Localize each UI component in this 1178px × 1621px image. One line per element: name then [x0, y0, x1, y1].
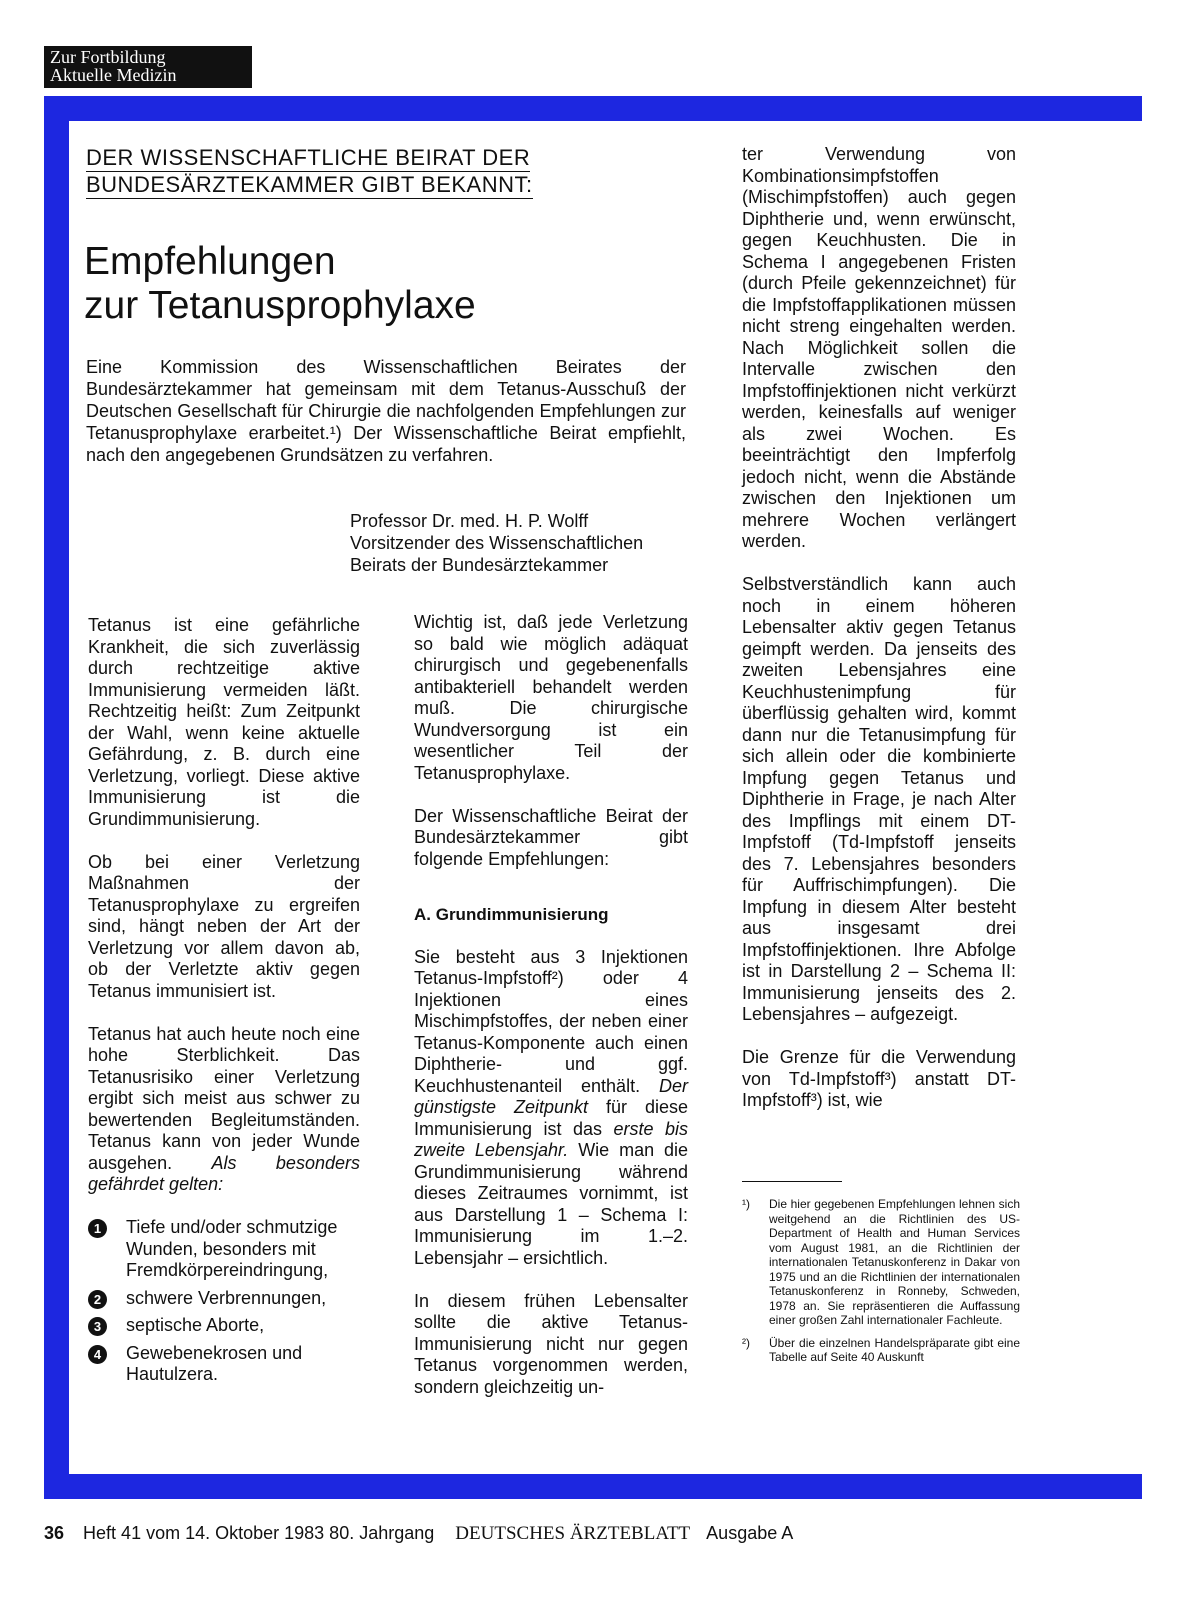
- article-title: [84, 240, 684, 328]
- number-badge: 3: [88, 1317, 107, 1336]
- signature-name: Professor Dr. med. H. P. Wolff: [350, 511, 589, 531]
- col2-p3-c: für diese Immunisierung ist das: [414, 1097, 688, 1139]
- number-badge: 1: [88, 1219, 107, 1238]
- col1-paragraph-3-italic: Als besonders gefährdet gelten:: [88, 1152, 360, 1194]
- title-line2: zur Tetanusprophylaxe: [84, 284, 476, 327]
- footnote-text: Über die einzelnen Handelspräparate gibt eine Tabelle auf Seite 40 Auskunft: [769, 1335, 1020, 1364]
- col1-paragraph-3-text: Tetanus hat auch heute noch eine hohe Sterblichkeit. Das Tetanusrisiko einer Verletzung ergibt sich meist aus schwer zu bewertenden Begleitumständen. Tetanus kann von jeder Wunde ausgehen.: [88, 1023, 360, 1173]
- col3-paragraph-3: Die Grenze für die Verwendung von Td-Impfstoff³) anstatt DT-Impfstoff³) ist, wie: [742, 1047, 1016, 1110]
- col2-p3-e: Wie man die Grundimmunisierung während dieses Zeitraumes vornimmt, ist aus Darstellung 1 – Schema I: Immunisierung im 1.–2. Lebensjahr – ersichtlich.: [414, 1140, 688, 1268]
- column-3: [742, 144, 1016, 1133]
- col2-paragraph-4: In diesem frühen Lebensalter sollte die aktive Tetanus-Immunisierung nicht nur gegen Tetanus vorgenommen werden, sondern gleichzeitig un-: [414, 1290, 688, 1397]
- list-item-text: Gewebenekrosen und Hautulzera.: [126, 1342, 303, 1384]
- list-item: [88, 1315, 360, 1337]
- section-label-line1: Zur Fortbildung: [50, 47, 166, 67]
- col3-paragraph-1: ter Verwendung von Kombinationsimpfstoffen (Mischimpfstoffen) auch gegen Diphtherie und, wenn erwünscht, gegen Keuchhusten. Die in Schema I angegebenen Fristen (durch Pfeile gekennzeichnet) für die Impfstoffapplikationen müssen nicht streng eingehalten werden. Nach Möglichkeit sollen die Intervalle zwischen den Impfstoffinjektionen nicht verkürzt werden, keinesfalls auf weniger als zwei Wochen. Es beeinträchtigt den Impferfolg jedoch nicht, wenn die Abstände zwischen den Injektionen um mehrere Wochen verlängert werden.: [742, 144, 1016, 551]
- list-item-text: Tiefe und/oder schmutzige Wunden, besonders mit Fremdkörpereindringung,: [126, 1217, 338, 1280]
- footnote-marker: ²): [742, 1335, 750, 1350]
- column-1: [88, 615, 360, 1392]
- footnotes: [742, 1197, 1020, 1373]
- footnote-marker: ¹): [742, 1197, 750, 1211]
- list-item: [88, 1343, 360, 1386]
- signature-role-line1: Vorsitzender des Wissenschaftlichen: [350, 533, 644, 553]
- col1-paragraph-3: [88, 1024, 360, 1196]
- col3-paragraph-2: Selbstverständlich kann auch noch in einem höheren Lebensalter aktiv gegen Tetanus geimpft werden. Da jenseits des zweiten Lebensjahres eine Keuchhustenimpfung für überflüssig gehalten wird, kommt dann nur die Tetanusimpfung für sich allein oder die kombinierte Impfung gegen Tetanus und Diphtherie in Frage, je nach Alter des Impflings mit einem DT-Impfstoff (Td-Impfstoff jenseits des 7. Lebensjahres besonders für Auffrischimpfungen). Die Impfung in diesem Alter besteht aus insgesamt drei Impfstoffinjektionen. Ihre Abfolge ist in Darstellung 2 – Schema II: Immunisierung jenseits des 2. Lebensjahres – aufgezeigt.: [742, 574, 1016, 1024]
- number-badge: 2: [88, 1290, 107, 1309]
- list-item: [88, 1288, 360, 1310]
- col2-p3-d: erste bis zweite Lebensjahr.: [414, 1118, 688, 1160]
- footnote-divider: [742, 1181, 842, 1182]
- col1-paragraph-1: Tetanus ist eine gefährliche Krankheit, die sich zuverlässig durch rechtzeitige aktive Immunisierung vermeiden läßt. Rechtzeitig heißt: Zum Zeitpunkt der Wahl, wenn keine aktuelle Gefährdung, z. B. durch eine Verletzung, vorliegt. Diese aktive Immunisierung ist die Grundimmunisierung.: [88, 615, 360, 829]
- list-item-text: septische Aborte,: [126, 1315, 265, 1335]
- kicker-line1: DER WISSENSCHAFTLICHE BEIRAT DER: [86, 145, 531, 170]
- col2-p3-b: Der günstigste Zeitpunkt: [414, 1075, 688, 1117]
- footnote-2: [742, 1336, 1020, 1365]
- frame-top-bar: [44, 96, 1142, 121]
- subheading-grundimmunisierung: A. Grundimmunisierung: [414, 904, 609, 924]
- number-badge: 4: [88, 1345, 107, 1364]
- intro-paragraph: Eine Kommission des Wissenschaftlichen Beirates der Bundesärztekammer hat gemeinsam mit dem Tetanus-Ausschuß der Deutschen Gesellschaft für Chirurgie die nachfolgenden Empfehlungen zur Tetanusprophylaxe erarbeitet.¹) Der Wissenschaftliche Beirat empfiehlt, nach den angegebenen Grundsätzen zu verfahren.: [86, 357, 686, 465]
- issue-info: Heft 41 vom 14. Oktober 1983 80. Jahrgang: [83, 1523, 435, 1543]
- kicker-line2: BUNDESÄRZTEKAMMER GIBT BEKANNT:: [86, 172, 533, 197]
- edition: Ausgabe A: [706, 1523, 794, 1543]
- col2-p3-a: Sie besteht aus 3 Injektionen Tetanus-Impfstoff²) oder 4 Injektionen eines Mischimpfstoffes, der neben einer Tetanus-Komponente auch einen Diphtherie- und ggf. Keuchhustenanteil enthält.: [414, 946, 688, 1096]
- col2-paragraph-2: Der Wissenschaftliche Beirat der Bundesärztekammer gibt folgende Empfehlungen:: [414, 805, 688, 869]
- list-item: [88, 1217, 360, 1282]
- page-footer: [44, 1522, 1044, 1545]
- col2-paragraph-3: [414, 947, 688, 1270]
- frame-left-bar: [44, 96, 69, 1498]
- section-label-line2: Aktuelle Medizin: [50, 65, 177, 85]
- page-number: 36: [44, 1523, 65, 1543]
- section-label: [44, 46, 252, 88]
- col2-paragraph-1: Wichtig ist, daß jede Verletzung so bald wie möglich adäquat chirurgisch und gegebenenfalls antibakteriell behandelt werden muß. Die chirurgische Wundversorgung ist ein wesentlicher Teil der Tetanusprophylaxe.: [414, 612, 688, 783]
- journal-name: DEUTSCHES ÄRZTEBLATT: [455, 1523, 691, 1544]
- frame-bottom-bar: [44, 1474, 1142, 1499]
- footnote-1: [742, 1197, 1020, 1328]
- spacer: [414, 892, 688, 904]
- signature-role-line2: Beirats der Bundesärztekammer: [350, 555, 609, 575]
- kicker: [86, 145, 596, 199]
- col1-paragraph-2: Ob bei einer Verletzung Maßnahmen der Tetanusprophylaxe zu ergreifen sind, hängt neben der Art der Verletzung vor allem davon ab, ob der Verletzte aktiv gegen Tetanus immunisiert ist.: [88, 851, 360, 1001]
- footnote-text: Die hier gegebenen Empfehlungen lehnen sich weitgehend an die Richtlinien des US-Department of Health and Human Services vom August 1981, an die Richtlinien der internationalen Tetanuskonferenz in Dakar von 1975 und an die Richtlinien der internationalen Tetanuskonferenz in Ronneby, Schweden, 1978 an. Sie repräsentieren die Auffassung einer großen Zahl internationaler Fachleute.: [769, 1197, 1020, 1327]
- signature: [350, 510, 690, 576]
- title-line1: Empfehlungen: [84, 240, 336, 283]
- column-2: [414, 612, 688, 1420]
- risk-list: [88, 1217, 360, 1386]
- list-item-text: schwere Verbrennungen,: [126, 1287, 327, 1308]
